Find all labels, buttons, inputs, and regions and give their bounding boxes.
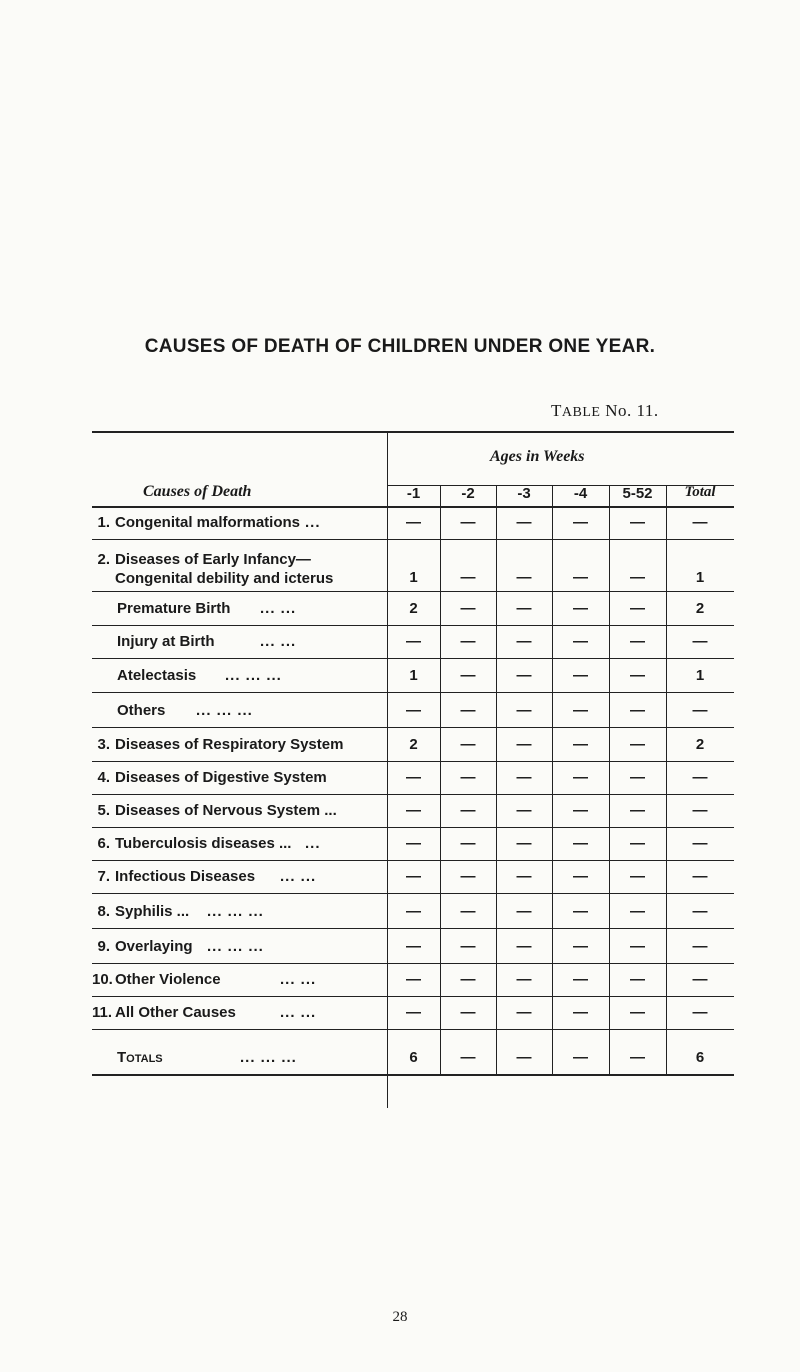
row-label: Overlaying <box>115 938 193 955</box>
cell-value: — <box>406 868 421 885</box>
cell-value: — <box>516 736 532 753</box>
cell-value: — <box>460 903 476 920</box>
cell-value: — <box>460 868 476 885</box>
totals-text: Totals <box>117 1049 163 1066</box>
cell-value: — <box>406 903 421 920</box>
row-number: 9. <box>97 938 110 955</box>
cell-value: — <box>460 600 476 617</box>
cell-value: — <box>573 1049 588 1066</box>
row-label: Diseases of Early Infancy— <box>115 551 311 568</box>
cell-value: — <box>406 835 421 852</box>
cell-value: — <box>516 903 532 920</box>
totals-label <box>117 1049 163 1066</box>
cell-value: 6 <box>409 1049 418 1066</box>
row-label: Infectious Diseases <box>115 868 256 885</box>
cell-value: — <box>516 514 532 531</box>
cell-value: — <box>460 633 476 650</box>
totals-dots: ... ... ... <box>240 1049 297 1066</box>
row-number: 1. <box>97 514 110 531</box>
cell-value: — <box>460 1049 476 1066</box>
row-number: 5. <box>97 802 110 819</box>
row-label: Atelectasis <box>117 667 197 684</box>
cell-value: — <box>516 971 532 988</box>
row-number: 3. <box>97 736 110 753</box>
row-label-continued: Congenital debility and icterus <box>115 570 334 587</box>
row-dots: ... ... <box>260 633 297 650</box>
cell-value: — <box>460 971 476 988</box>
row-number: 4. <box>97 769 110 786</box>
causes-of-death-table <box>92 448 734 1066</box>
row-label: Diseases of Digestive System <box>115 769 327 786</box>
cell-value: — <box>692 971 708 988</box>
cell-value: — <box>516 600 532 617</box>
cell-value: — <box>516 868 532 885</box>
cell-value: — <box>573 971 588 988</box>
cell-value: — <box>460 667 476 684</box>
cell-value: — <box>630 569 645 586</box>
cell-value: — <box>630 868 645 885</box>
cell-value: — <box>516 1004 532 1021</box>
row-rule <box>92 625 734 626</box>
row-dots: ... <box>305 514 321 531</box>
row-label: Congenital malformations <box>115 514 301 531</box>
row-label: Syphilis ... <box>115 903 190 920</box>
page-number: 28 <box>392 1309 408 1325</box>
cell-value: — <box>630 1049 645 1066</box>
row-label: Diseases of Respiratory System <box>115 736 344 753</box>
row-label: Other Violence <box>115 971 221 988</box>
cell-value: — <box>692 633 708 650</box>
row-rule <box>92 827 734 828</box>
cell-value: — <box>692 938 708 955</box>
table-label-initial: T <box>551 401 562 420</box>
cell-value: — <box>573 702 588 719</box>
cell-value: — <box>630 1004 645 1021</box>
column-divider <box>496 485 497 1074</box>
cell-value: — <box>573 802 588 819</box>
row-dots: ... ... <box>280 868 317 885</box>
cell-value: — <box>516 633 532 650</box>
cell-value: — <box>406 938 421 955</box>
cell-value: — <box>630 702 645 719</box>
header-col-4: -4 <box>573 485 588 502</box>
row-rule <box>92 727 734 728</box>
cell-value: — <box>516 802 532 819</box>
row-rule <box>92 893 734 894</box>
cell-value: — <box>692 802 708 819</box>
cell-value: 2 <box>409 736 418 753</box>
cell-value: — <box>406 769 421 786</box>
cell-value: — <box>516 769 532 786</box>
cell-value: — <box>630 971 645 988</box>
cell-value: — <box>630 903 645 920</box>
cell-value: — <box>406 802 421 819</box>
cell-value: — <box>692 1004 708 1021</box>
cell-value: — <box>692 903 708 920</box>
cell-value: 1 <box>695 667 705 684</box>
page-title: CAUSES OF DEATH OF CHILDREN UNDER ONE YEAR. <box>144 336 656 357</box>
row-rule <box>92 658 734 659</box>
row-dots: ... ... ... <box>207 938 264 955</box>
header-col-3: -3 <box>517 485 531 502</box>
cell-value: 1 <box>409 667 418 684</box>
cell-value: — <box>692 702 708 719</box>
cell-value: — <box>460 1004 476 1021</box>
row-dots: ... ... ... <box>196 702 253 719</box>
header-bottom-rule <box>92 506 734 508</box>
row-label: Injury at Birth <box>117 633 215 650</box>
row-rule <box>92 963 734 964</box>
cell-value: — <box>460 938 476 955</box>
column-divider <box>666 485 667 1074</box>
row-number: 10. <box>92 971 113 988</box>
cell-value: — <box>460 769 476 786</box>
header-causes: Causes of Death <box>143 483 252 500</box>
header-ages-in-weeks: Ages in Weeks <box>490 448 585 465</box>
cell-value: — <box>630 938 645 955</box>
header-col-5: 5-52 <box>622 485 653 502</box>
cell-value: — <box>573 514 588 531</box>
header-col-6: Total <box>684 484 716 500</box>
row-rule <box>92 539 734 540</box>
table-number-value: No. 11. <box>605 401 659 420</box>
cell-value: — <box>516 702 532 719</box>
row-number: 2. <box>97 551 110 568</box>
cell-value: — <box>630 667 645 684</box>
cell-value: — <box>406 514 421 531</box>
cell-value: — <box>516 667 532 684</box>
cell-value: — <box>573 569 588 586</box>
cell-value: 1 <box>695 569 705 586</box>
cell-value: — <box>573 769 588 786</box>
table-bottom-rule <box>92 1074 734 1076</box>
row-dots: ... ... <box>280 1004 317 1021</box>
cell-value: 6 <box>695 1049 705 1066</box>
cell-value: — <box>516 938 532 955</box>
row-label: Tuberculosis diseases ... <box>115 835 292 852</box>
cell-value: — <box>406 1004 421 1021</box>
cell-value: — <box>573 736 588 753</box>
row-number: 11. <box>92 1004 113 1021</box>
cell-value: 2 <box>409 600 418 617</box>
row-rule <box>92 591 734 592</box>
row-dots: ... ... <box>260 600 297 617</box>
cell-value: — <box>460 802 476 819</box>
cell-value: — <box>573 903 588 920</box>
row-dots: ... ... <box>280 971 317 988</box>
column-divider <box>552 485 553 1074</box>
row-rule <box>92 1029 734 1030</box>
row-number: 6. <box>97 835 110 852</box>
cell-value: — <box>460 569 476 586</box>
cell-value: — <box>460 702 476 719</box>
header-col-1: -1 <box>406 485 421 502</box>
row-label: Premature Birth <box>117 600 231 617</box>
cell-value: — <box>406 702 421 719</box>
cell-value: — <box>573 633 588 650</box>
table-label-rest: ABLE <box>561 405 601 420</box>
cell-value: — <box>573 835 588 852</box>
cell-value: — <box>460 514 476 531</box>
cell-value: — <box>460 736 476 753</box>
cell-value: — <box>573 1004 588 1021</box>
cell-value: — <box>573 667 588 684</box>
cell-value: 2 <box>695 600 705 617</box>
row-rule <box>92 928 734 929</box>
row-rule <box>92 794 734 795</box>
cell-value: 2 <box>695 736 705 753</box>
cell-value: — <box>630 835 645 852</box>
row-rule <box>92 996 734 997</box>
table-top-rule <box>92 431 734 433</box>
header-col-2: -2 <box>461 485 475 502</box>
cell-value: — <box>516 1049 532 1066</box>
cell-value: — <box>460 835 476 852</box>
row-number: 7. <box>97 868 110 885</box>
cell-value: — <box>573 938 588 955</box>
cell-value: — <box>516 835 532 852</box>
row-dots: ... ... ... <box>207 903 264 920</box>
row-label: Others <box>117 702 166 719</box>
cell-value: — <box>630 736 645 753</box>
cell-value: 1 <box>409 569 418 586</box>
cell-value: — <box>630 802 645 819</box>
cell-value: — <box>573 868 588 885</box>
column-divider <box>609 485 610 1074</box>
row-dots: ... ... ... <box>225 667 282 684</box>
row-rule <box>92 761 734 762</box>
row-label: All Other Causes <box>115 1004 236 1021</box>
cell-value: — <box>630 600 645 617</box>
cell-value: — <box>630 514 645 531</box>
table-number <box>551 401 659 421</box>
cell-value: — <box>516 569 532 586</box>
row-rule <box>92 692 734 693</box>
row-label: Diseases of Nervous System ... <box>115 802 337 819</box>
row-dots: ... <box>305 835 321 852</box>
cell-value: — <box>630 769 645 786</box>
cell-value: — <box>692 835 708 852</box>
cell-value: — <box>692 769 708 786</box>
row-rule <box>92 860 734 861</box>
cell-value: — <box>573 600 588 617</box>
cell-value: — <box>406 971 421 988</box>
cell-value: — <box>692 868 708 885</box>
cell-value: — <box>630 633 645 650</box>
column-divider <box>440 485 441 1074</box>
cell-value: — <box>406 633 421 650</box>
cell-value: — <box>692 514 708 531</box>
row-number: 8. <box>97 903 110 920</box>
